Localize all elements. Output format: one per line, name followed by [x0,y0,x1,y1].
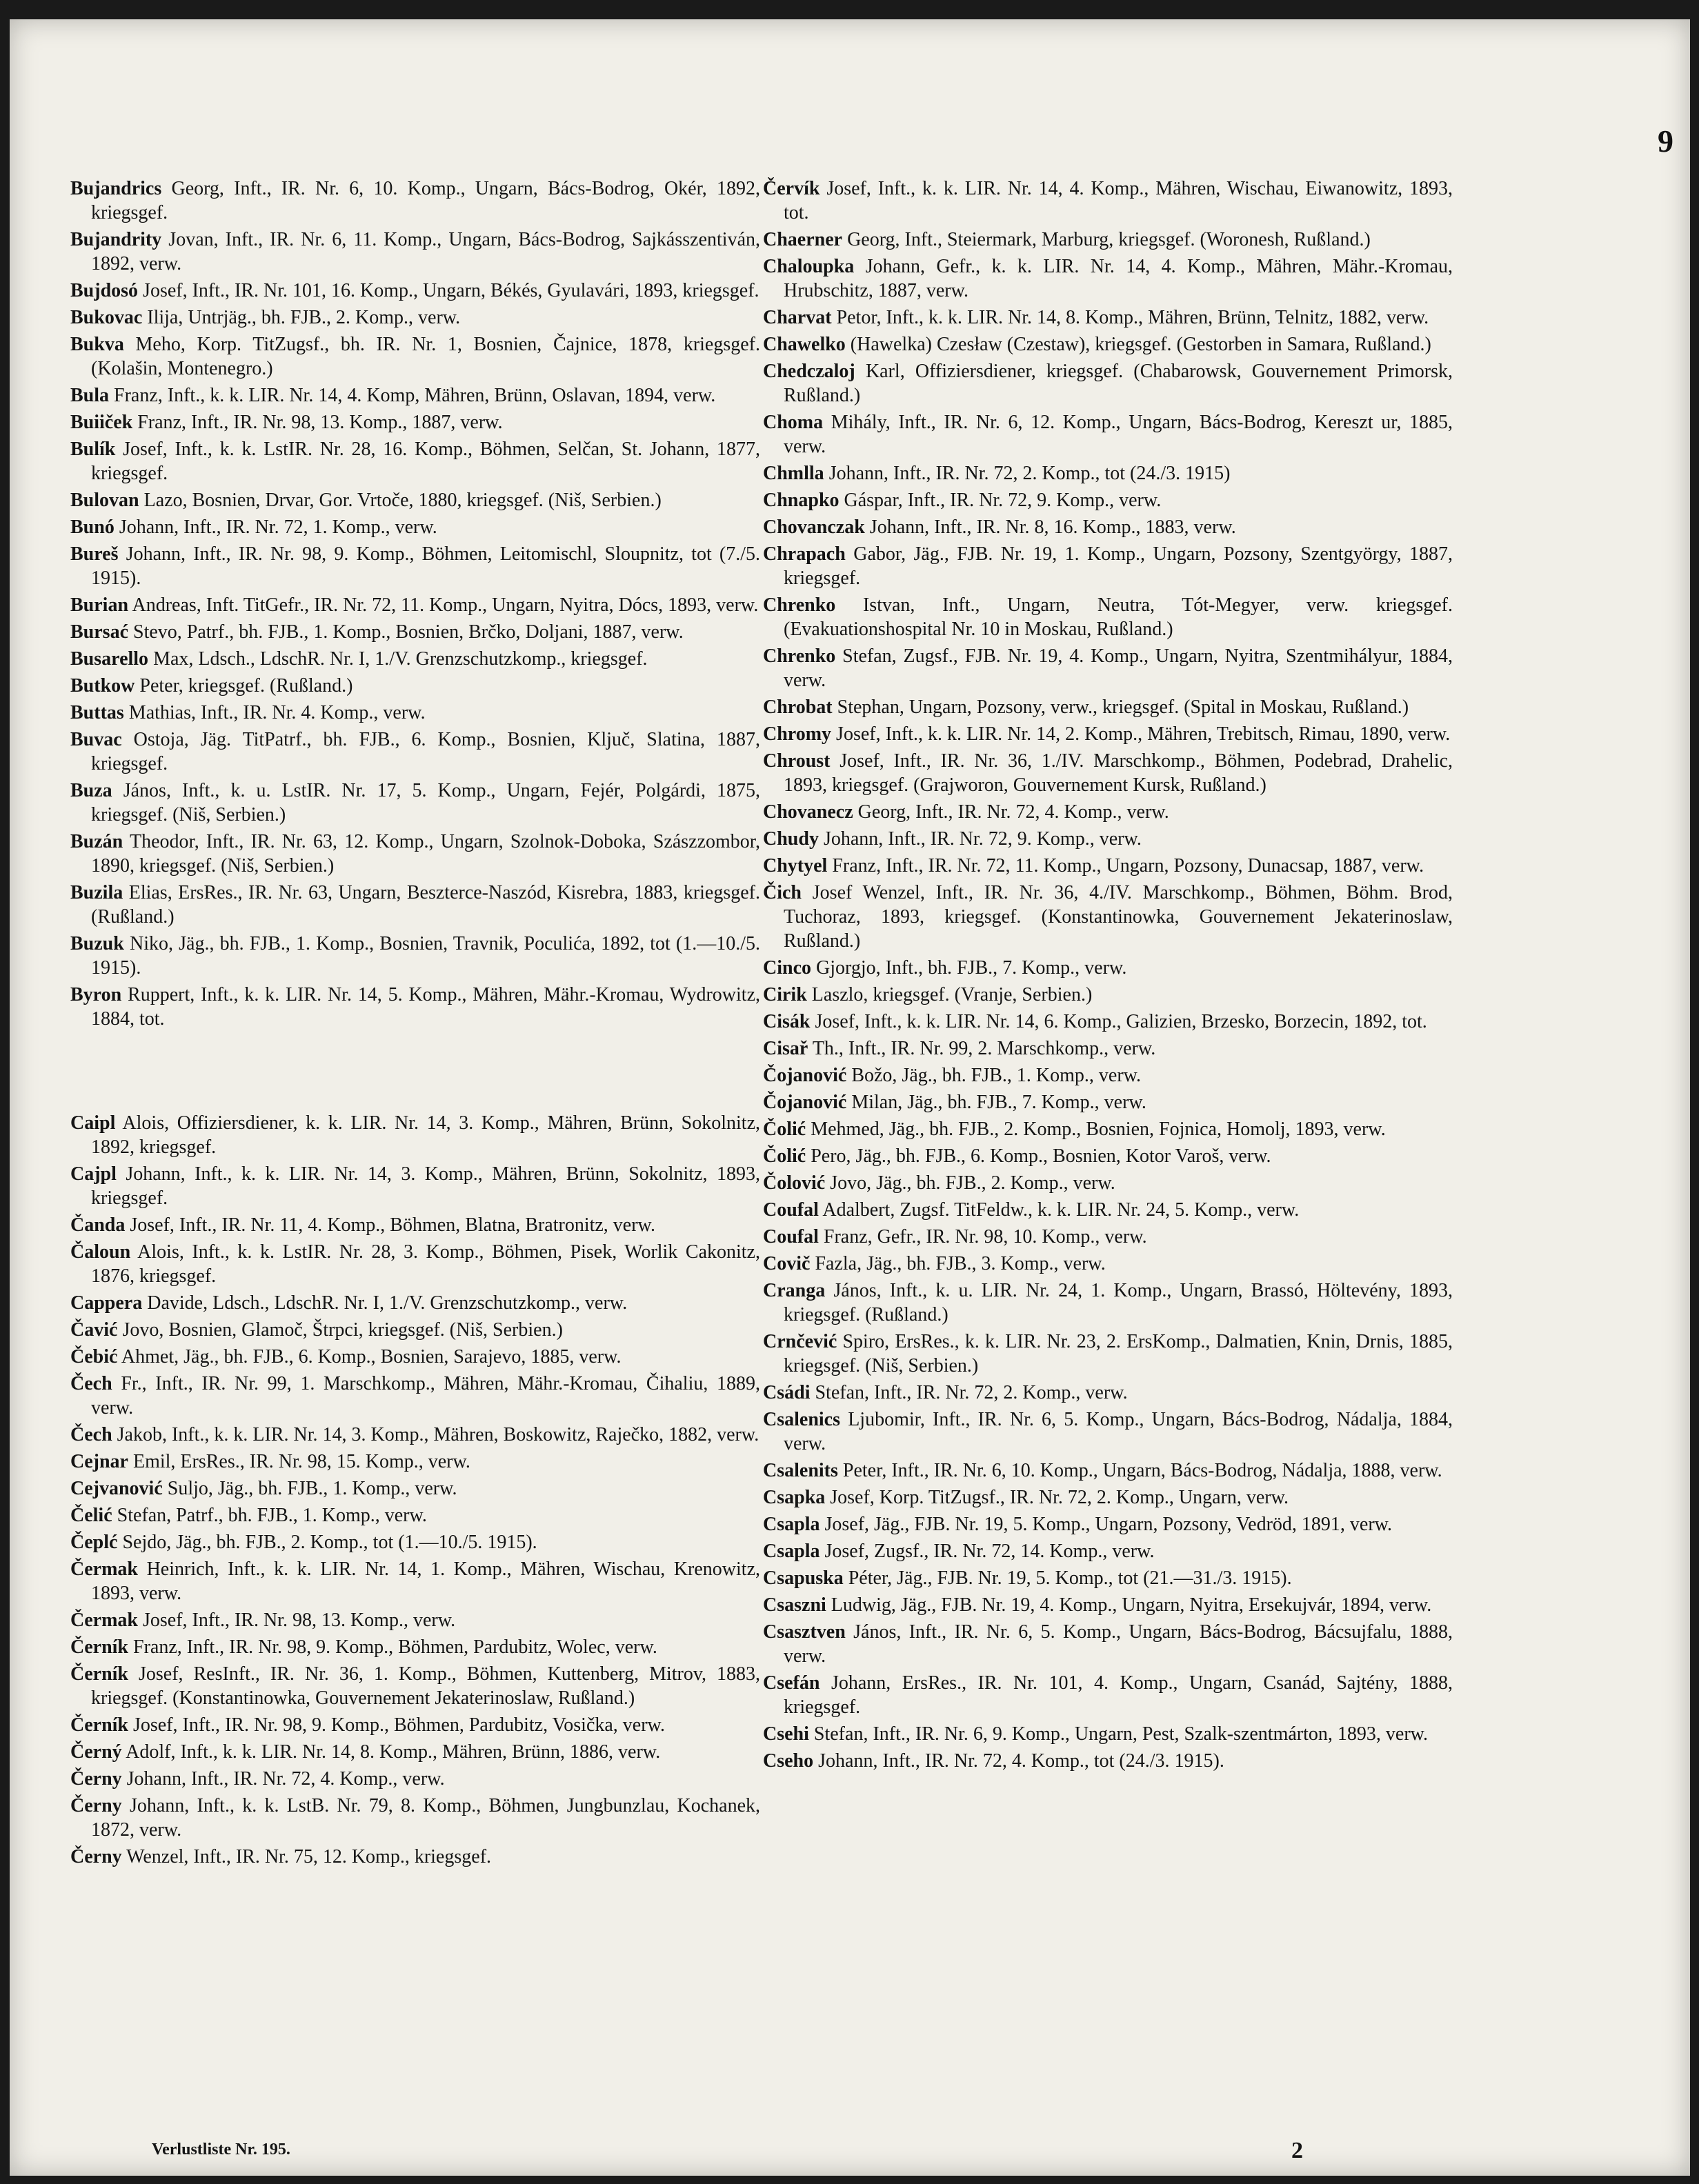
entry-surname: Černý [70,1741,122,1763]
entry-surname: Chrobat [763,697,833,718]
entry-details: Jovo, Bosnien, Glamoč, Štrpci, kriegsgef. (Niš, Serbien.) [122,1319,563,1341]
entry-surname: Chedczaloj [763,361,855,382]
entry-details: Laszlo, kriegsgef. (Vranje, Serbien.) [811,984,1093,1005]
entry-surname: Čojanović [763,1092,847,1113]
list-entry [763,461,1453,485]
entry-details: Mehmed, Jäg., bh. FJB., 2. Komp., Bosnien, Fojnica, Homolj, 1893, verw. [811,1119,1386,1140]
entry-surname: Csapla [763,1514,820,1535]
list-entry [763,695,1453,719]
entry-details: Josef, Inft., IR. Nr. 36, 1./IV. Marschkomp., Böhmen, Podebrad, Drahelic, 1893, kriegsgef. (Grajworon, Gouvernement Kursk, Rußland.) [784,750,1453,796]
entry-details: Ljubomir, Inft., IR. Nr. 6, 5. Komp., Ungarn, Bács-Bodrog, Nádalja, 1884, verw. [784,1409,1453,1454]
entry-details: Lazo, Bosnien, Drvar, Gor. Vrtoče, 1880, kriegsgef. (Niš, Serbien.) [143,490,662,511]
list-entry [763,1252,1453,1276]
entry-details: Johann, Gefr., k. k. LIR. Nr. 14, 4. Komp., Mähren, Mähr.-Kromau, Hrubschitz, 1887, verw. [784,256,1453,301]
list-entry [763,1749,1453,1773]
list-entry [763,1671,1453,1719]
list-entry [70,1530,760,1554]
entry-details: Johann, Inft., IR. Nr. 72, 9. Komp., verw. [823,828,1142,850]
entry-details: (Hawelka) Czesław (Czestaw), kriegsgef. (Gestorben in Samara, Rußland.) [850,334,1431,355]
entry-details: Max, Ldsch., LdschR. Nr. I, 1./V. Grenzschutzkomp., kriegsgef. [153,648,648,670]
list-entry [763,515,1453,539]
entry-surname: Chovanecz [763,801,853,823]
entry-surname: Cisař [763,1038,808,1059]
list-entry [70,305,760,330]
list-entry [763,1010,1453,1034]
entry-surname: Bukva [70,334,124,355]
entry-details: Jovo, Jäg., bh. FJB., 2. Komp., verw. [830,1172,1115,1194]
list-entry [763,881,1453,953]
entry-details: Davide, Ldsch., LdschR. Nr. I, 1./V. Grenzschutzkomp., verw. [147,1292,628,1314]
list-entry [70,1767,760,1791]
list-entry [70,279,760,303]
entry-details: Josef, Inft., k. k. LIR. Nr. 14, 6. Komp., Galizien, Brzesko, Borzecin, 1892, tot. [815,1011,1427,1032]
list-entry [70,1291,760,1315]
list-entry [70,1240,760,1288]
list-entry [70,1318,760,1342]
entry-details: Georg, Inft., IR. Nr. 72, 4. Komp., verw. [857,801,1169,823]
entry-surname: Bujandrity [70,229,162,250]
entry-surname: Černy [70,1795,122,1816]
entry-details: Andreas, Inft. TitGefr., IR. Nr. 72, 11. Komp., Ungarn, Nyitra, Dócs, 1893, verw. [132,594,759,616]
entry-surname: Čech [70,1424,112,1445]
entry-details: Sejdo, Jäg., bh. FJB., 2. Komp., tot (1.—10./5. 1915). [122,1532,537,1553]
entry-surname: Chromy [763,723,832,745]
list-entry [763,228,1453,252]
list-entry [763,800,1453,824]
list-entry [763,1381,1453,1405]
entry-surname: Čolić [763,1119,806,1140]
entry-details: Gjorgjo, Inft., bh. FJB., 7. Komp., verw. [816,957,1127,979]
entry-details: Elias, ErsRes., IR. Nr. 63, Ungarn, Beszterce-Naszód, Kisrebra, 1883, kriegsgef. (Rußland.) [91,882,760,928]
entry-details: Petor, Inft., k. k. LIR. Nr. 14, 8. Komp., Mähren, Brünn, Telnitz, 1882, verw. [836,307,1429,328]
list-entry [70,1450,760,1474]
entry-surname: Crnčević [763,1331,837,1352]
list-entry [70,228,760,276]
list-entry [70,779,760,827]
document-page [10,19,1690,2176]
entry-surname: Busarello [70,648,149,670]
list-entry [70,881,760,929]
entry-details: Istvan, Inft., Ungarn, Neutra, Tót-Megyer, verw. kriegsgef. (Evakuationshospital Nr. 10 in Moskau, Rußland.) [784,594,1453,640]
list-entry [763,254,1453,303]
entry-details: Josef, Inft., IR. Nr. 11, 4. Komp., Böhmen, Blatna, Bratronitz, verw. [130,1214,655,1236]
entry-surname: Bujdosó [70,280,139,301]
list-entry [763,1117,1453,1141]
entry-surname: Csehi [763,1723,809,1745]
list-entry [70,488,760,512]
footer-series-label: Verlustliste Nr. 195. [152,2141,290,2158]
left-column-entries-b [70,177,760,1031]
list-entry [763,1485,1453,1510]
entry-details: Josef, Inft., IR. Nr. 98, 9. Komp., Böhmen, Pardubitz, Vosička, verw. [133,1714,665,1736]
list-entry [70,1662,760,1710]
entry-details: Alois, Offiziersdiener, k. k. LIR. Nr. 14, 3. Komp., Mähren, Brünn, Sokolnitz, 1892, kriegsgef. [91,1112,760,1158]
entry-details: Johann, Inft., IR. Nr. 72, 4. Komp., tot (24./3. 1915). [818,1750,1224,1772]
entry-surname: Červík [763,178,820,199]
entry-surname: Čeplć [70,1532,118,1553]
entry-details: Johann, Inft., IR. Nr. 72, 2. Komp., tot (24./3. 1915) [828,463,1231,484]
entry-details: Stefan, Inft., IR. Nr. 6, 9. Komp., Ungarn, Pest, Szalk-szentmárton, 1893, verw. [813,1723,1429,1745]
entry-surname: Choma [763,412,824,433]
list-entry [763,1539,1453,1563]
entry-surname: Buza [70,780,112,801]
right-column [763,177,1453,1776]
entry-surname: Butkow [70,675,135,697]
list-entry [70,932,760,980]
entry-details: Jovan, Inft., IR. Nr. 6, 11. Komp., Ungarn, Bács-Bodrog, Sajkásszentiván, 1892, verw. [91,229,760,274]
list-entry [763,359,1453,408]
list-entry [763,854,1453,878]
list-entry [763,1036,1453,1061]
list-entry [763,1512,1453,1536]
entry-details: Johann, Inft., k. k. LstB. Nr. 79, 8. Komp., Böhmen, Jungbunzlau, Kochanek, 1872, verw. [91,1795,761,1841]
list-entry [70,1476,760,1501]
entry-details: Ruppert, Inft., k. k. LIR. Nr. 14, 5. Komp., Mähren, Mähr.-Kromau, Wydrowitz, 1884, tot. [91,984,761,1030]
entry-details: Fazla, Jäg., bh. FJB., 3. Komp., verw. [815,1253,1106,1274]
list-entry [70,701,760,725]
entry-details: Josef, Korp. TitZugsf., IR. Nr. 72, 2. Komp., Ungarn, verw. [830,1487,1289,1508]
entry-details: Karl, Offiziersdiener, kriegsgef. (Chabarowsk, Gouvernement Primorsk, Rußland.) [784,361,1453,406]
list-entry [70,1345,760,1369]
entry-surname: Bulík [70,439,116,460]
list-entry [70,830,760,878]
entry-details: Josef, Inft., IR. Nr. 98, 13. Komp., verw. [142,1610,456,1631]
entry-details: Fr., Inft., IR. Nr. 99, 1. Marschkomp., Mähren, Mähr.-Kromau, Čihaliu, 1889, verw. [91,1373,761,1419]
list-entry [70,383,760,408]
entry-details: Theodor, Inft., IR. Nr. 63, 12. Komp., Ungarn, Szolnok-Doboka, Szászzombor, 1890, kriegsgef. (Niš, Serbien.) [91,831,760,876]
list-entry [70,1423,760,1447]
entry-surname: Buiiček [70,412,133,433]
list-entry [763,1063,1453,1088]
entry-surname: Bursać [70,621,128,643]
list-entry [763,1407,1453,1456]
entry-details: Stefan, Inft., IR. Nr. 72, 2. Komp., verw. [815,1382,1128,1403]
entry-details: Stefan, Zugsf., FJB. Nr. 19, 4. Komp., Ungarn, Nyitra, Szentmihályur, 1884, verw. [784,645,1453,691]
left-column-entries-c [70,1111,760,1869]
list-entry [70,410,760,434]
entry-details: János, Inft., k. u. LIR. Nr. 24, 1. Komp., Ungarn, Brassó, Höltevény, 1893, kriegsgef. (Rußland.) [784,1280,1453,1325]
entry-details: Georg, Inft., Steiermark, Marburg, kriegsgef. (Woronesh, Rußland.) [847,229,1371,250]
footer-signature-mark: 2 [1291,2138,1303,2163]
page-number: 9 [1658,123,1673,159]
entry-surname: Bula [70,385,110,406]
entry-surname: Cajpl [70,1163,117,1185]
list-entry [70,1111,760,1159]
list-entry [70,620,760,644]
entry-surname: Bukovac [70,307,143,328]
entry-details: Franz, Inft., IR. Nr. 98, 13. Komp., 1887, verw. [137,412,503,433]
list-entry [763,1593,1453,1617]
list-entry [70,1372,760,1420]
entry-details: Josef, Inft., k. k. LstIR. Nr. 28, 16. Komp., Böhmen, Selčan, St. Johann, 1877, kriegsgef. [91,439,760,484]
left-column [70,177,760,1872]
entry-details: Adalbert, Zugsf. TitFeldw., k. k. LIR. Nr. 24, 5. Komp., verw. [822,1199,1300,1221]
entry-surname: Csefán [763,1672,820,1694]
list-entry [763,722,1453,746]
entry-surname: Cejvanović [70,1478,163,1499]
list-entry [70,983,760,1031]
entry-surname: Čojanović [763,1065,847,1086]
list-entry [70,1557,760,1605]
list-entry [763,749,1453,797]
entry-details: Johann, Inft., k. k. LIR. Nr. 14, 3. Komp., Mähren, Brünn, Sokolnitz, 1893, kriegsgef. [91,1163,760,1209]
list-entry [763,1144,1453,1168]
entry-surname: Čavić [70,1319,118,1341]
entry-details: Ostoja, Jäg. TitPatrf., bh. FJB., 6. Komp., Bosnien, Ključ, Slatina, 1887, kriegsgef. [91,729,760,774]
entry-details: Gabor, Jäg., FJB. Nr. 19, 1. Komp., Ungarn, Pozsony, Szentgyörgy, 1887, kriegsgef. [784,543,1453,589]
list-entry [70,728,760,776]
entry-surname: Chudy [763,828,819,850]
list-entry [763,1722,1453,1746]
entry-details: Jakob, Inft., k. k. LIR. Nr. 14, 3. Komp., Mähren, Boskowitz, Raječko, 1882, verw. [117,1424,759,1445]
list-entry [70,177,760,225]
entry-surname: Čanda [70,1214,126,1236]
entry-surname: Čelić [70,1505,112,1526]
entry-surname: Bulovan [70,490,139,511]
entry-details: Peter, Inft., IR. Nr. 6, 10. Komp., Ungarn, Bács-Bodrog, Nádalja, 1888, verw. [842,1460,1442,1481]
entry-details: Emil, ErsRes., IR. Nr. 98, 15. Komp., verw. [132,1451,470,1472]
section-gap [70,1034,760,1111]
entry-surname: Černík [70,1636,128,1658]
entry-surname: Chrapach [763,543,846,565]
entry-details: Spiro, ErsRes., k. k. LIR. Nr. 23, 2. ErsKomp., Dalmatien, Knin, Drnis, 1885, kriegsgef. (Niš, Serbien.) [784,1331,1453,1376]
entry-details: Stevo, Patrf., bh. FJB., 1. Komp., Bosnien, Brčko, Doljani, 1887, verw. [133,621,684,643]
entry-details: Josef, Inft., IR. Nr. 101, 16. Komp., Ungarn, Békés, Gyulavári, 1893, kriegsgef. [143,280,759,301]
entry-surname: Černy [70,1846,122,1867]
list-entry [763,1279,1453,1327]
list-entry [763,305,1453,330]
entry-surname: Csaszni [763,1594,826,1616]
entry-details: Meho, Korp. TitZugsf., bh. IR. Nr. 1, Bosnien, Čajnice, 1878, kriegsgef. (Kolašin, Montenegro.) [91,334,761,379]
list-entry [763,1225,1453,1249]
entry-details: Gáspar, Inft., IR. Nr. 72, 9. Komp., verw. [844,490,1162,511]
entry-surname: Cseho [763,1750,814,1772]
entry-surname: Chmlla [763,463,824,484]
entry-surname: Csasztven [763,1621,846,1643]
entry-details: Ilija, Untrjäg., bh. FJB., 2. Komp., verw. [147,307,461,328]
entry-details: Niko, Jäg., bh. FJB., 1. Komp., Bosnien, Travnik, Poculića, 1892, tot (1.—10./5. 1915). [91,933,761,979]
entry-surname: Chaerner [763,229,843,250]
entry-details: Johann, Inft., IR. Nr. 8, 16. Komp., 1883, verw. [869,517,1236,538]
entry-surname: Bunó [70,517,115,538]
entry-surname: Cinco [763,957,811,979]
entry-surname: Csapla [763,1541,820,1562]
entry-surname: Čaloun [70,1241,131,1263]
entry-details: Johann, ErsRes., IR. Nr. 101, 4. Komp., Ungarn, Csanád, Sajtény, 1888, kriegsgef. [784,1672,1453,1718]
entry-details: Josef, ResInft., IR. Nr. 36, 1. Komp., Böhmen, Kuttenberg, Mitrov, 1883, kriegsgef. (Konstantinowka, Gouvernement Jekaterinoslaw, Rußland.) [91,1663,760,1709]
list-entry [763,827,1453,851]
list-entry [70,674,760,698]
entry-surname: Chaloupka [763,256,855,277]
entry-surname: Čich [763,882,802,903]
entry-details: Franz, Inft., IR. Nr. 72, 11. Komp., Ungarn, Pozsony, Dunacsap, 1887, verw. [832,855,1424,876]
entry-surname: Coufal [763,1226,819,1248]
entry-details: Josef, Zugsf., IR. Nr. 72, 14. Komp., verw. [824,1541,1155,1562]
entry-surname: Bujandrics [70,178,162,199]
entry-details: Adolf, Inft., k. k. LIR. Nr. 14, 8. Komp., Mähren, Brünn, 1886, verw. [126,1741,661,1763]
entry-surname: Čolić [763,1145,806,1167]
list-entry [70,647,760,671]
entry-details: Péter, Jäg., FJB. Nr. 19, 5. Komp., tot (21.—31./3. 1915). [848,1567,1292,1589]
entry-details: Franz, Gefr., IR. Nr. 98, 10. Komp., verw. [823,1226,1147,1248]
list-entry [763,177,1453,225]
entry-details: Alois, Inft., k. k. LstIR. Nr. 28, 3. Komp., Böhmen, Pisek, Worlik Cakonitz, 1876, kriegsgef. [91,1241,760,1287]
entry-surname: Csalenits [763,1460,838,1481]
entry-details: Božo, Jäg., bh. FJB., 1. Komp., verw. [851,1065,1142,1086]
list-entry [763,488,1453,512]
entry-details: Mathias, Inft., IR. Nr. 4. Komp., verw. [128,702,426,723]
entry-surname: Csalenics [763,1409,840,1430]
entry-surname: Cisák [763,1011,811,1032]
list-entry [763,1171,1453,1195]
entry-surname: Chytyel [763,855,828,876]
entry-details: János, Inft., IR. Nr. 6, 5. Komp., Ungarn, Bács-Bodrog, Bácsujfalu, 1888, verw. [784,1621,1453,1667]
entry-surname: Chroust [763,750,831,772]
entry-details: Peter, kriegsgef. (Rußland.) [139,675,353,697]
entry-surname: Chnapko [763,490,839,511]
list-entry [763,1330,1453,1378]
entry-surname: Csapka [763,1487,826,1508]
entry-surname: Čolović [763,1172,826,1194]
right-column-entries [763,177,1453,1773]
entry-surname: Coufal [763,1199,819,1221]
entry-surname: Csapuska [763,1567,844,1589]
entry-details: Mihály, Inft., IR. Nr. 6, 12. Komp., Ungarn, Bács-Bodrog, Kereszt ur, 1885, verw. [784,412,1453,457]
entry-details: Th., Inft., IR. Nr. 99, 2. Marschkomp., verw. [812,1038,1156,1059]
list-entry [70,1713,760,1737]
list-entry [70,437,760,485]
entry-surname: Čebić [70,1346,118,1367]
list-entry [763,644,1453,692]
entry-surname: Cirik [763,984,807,1005]
entry-surname: Cejnar [70,1451,128,1472]
entry-surname: Csádi [763,1382,811,1403]
list-entry [763,542,1453,590]
entry-surname: Černík [70,1663,128,1685]
list-entry [70,332,760,381]
entry-details: Georg, Inft., IR. Nr. 6, 10. Komp., Ungarn, Bács-Bodrog, Okér, 1892, kriegsgef. [91,178,760,223]
entry-surname: Chrenko [763,594,836,616]
list-entry [70,1635,760,1659]
list-entry [70,1503,760,1527]
entry-surname: Cranga [763,1280,826,1301]
list-entry [763,1620,1453,1668]
entry-surname: Caipl [70,1112,116,1134]
list-entry [763,956,1453,980]
entry-surname: Buzila [70,882,123,903]
list-entry [763,410,1453,459]
entry-surname: Chrenko [763,645,836,667]
entry-surname: Buvac [70,729,122,750]
list-entry [70,1845,760,1869]
entry-surname: Čermak [70,1559,138,1580]
entry-details: Heinrich, Inft., k. k. LIR. Nr. 14, 1. Komp., Mähren, Wischau, Krenowitz, 1893, verw. [91,1559,760,1604]
entry-surname: Čech [70,1373,112,1394]
list-entry [70,542,760,590]
entry-details: Ahmet, Jäg., bh. FJB., 6. Komp., Bosnien, Sarajevo, 1885, verw. [121,1346,622,1367]
entry-surname: Burian [70,594,129,616]
entry-details: Suljo, Jäg., bh. FJB., 1. Komp., verw. [167,1478,457,1499]
entry-surname: Cappera [70,1292,143,1314]
list-entry [70,1608,760,1632]
entry-details: Stephan, Ungarn, Pozsony, verw., kriegsgef. (Spital in Moskau, Rußland.) [837,697,1409,718]
list-entry [763,593,1453,641]
entry-surname: Covič [763,1253,811,1274]
list-entry [763,983,1453,1007]
entry-surname: Čermak [70,1610,138,1631]
entry-details: Josef, Jäg., FJB. Nr. 19, 5. Komp., Ungarn, Pozsony, Vedröd, 1891, verw. [824,1514,1393,1535]
entry-surname: Chawelko [763,334,846,355]
entry-details: Wenzel, Inft., IR. Nr. 75, 12. Komp., kriegsgef. [126,1846,492,1867]
list-entry [763,1566,1453,1590]
entry-details: János, Inft., k. u. LstIR. Nr. 17, 5. Komp., Ungarn, Fejér, Polgárdi, 1875, kriegsgef. (Niš, Serbien.) [91,780,760,825]
entry-details: Pero, Jäg., bh. FJB., 6. Komp., Bosnien, Kotor Varoš, verw. [811,1145,1271,1167]
entry-details: Milan, Jäg., bh. FJB., 7. Komp., verw. [851,1092,1146,1113]
entry-details: Franz, Inft., k. k. LIR. Nr. 14, 4. Komp, Mähren, Brünn, Oslavan, 1894, verw. [114,385,716,406]
entry-surname: Byron [70,984,122,1005]
entry-surname: Charvat [763,307,832,328]
list-entry [70,1740,760,1764]
entry-details: Johann, Inft., IR. Nr. 72, 1. Komp., verw. [119,517,437,538]
list-entry [763,332,1453,357]
list-entry [70,593,760,617]
entry-surname: Bureš [70,543,119,565]
entry-details: Josef, Inft., k. k. LIR. Nr. 14, 2. Komp., Mähren, Trebitsch, Rimau, 1890, verw. [836,723,1451,745]
entry-details: Johann, Inft., IR. Nr. 98, 9. Komp., Böhmen, Leitomischl, Sloupnitz, tot (7./5. 1915). [91,543,761,589]
entry-surname: Černík [70,1714,128,1736]
entry-details: Josef, Inft., k. k. LIR. Nr. 14, 4. Komp., Mähren, Wischau, Eiwanowitz, 1893, tot. [784,178,1453,223]
entry-surname: Buzuk [70,933,124,954]
entry-surname: Černy [70,1768,122,1790]
entry-details: Josef Wenzel, Inft., IR. Nr. 36, 4./IV. Marschkomp., Böhmen, Böhm. Brod, Tuchoraz, 1893, kriegsgef. (Konstantinowka, Gouvernement Jekaterinoslaw, Rußland.) [784,882,1453,952]
list-entry [70,1794,760,1842]
list-entry [763,1090,1453,1114]
entry-surname: Buttas [70,702,124,723]
list-entry [70,1162,760,1210]
entry-details: Franz, Inft., IR. Nr. 98, 9. Komp., Böhmen, Pardubitz, Wolec, verw. [133,1636,657,1658]
entry-details: Johann, Inft., IR. Nr. 72, 4. Komp., verw. [126,1768,445,1790]
entry-surname: Chovanczak [763,517,865,538]
list-entry [70,515,760,539]
entry-surname: Buzán [70,831,123,852]
list-entry [763,1459,1453,1483]
entry-details: Stefan, Patrf., bh. FJB., 1. Komp., verw. [117,1505,427,1526]
list-entry [763,1198,1453,1222]
entry-details: Ludwig, Jäg., FJB. Nr. 19, 4. Komp., Ungarn, Nyitra, Ersekujvár, 1894, verw. [831,1594,1432,1616]
list-entry [70,1213,760,1237]
